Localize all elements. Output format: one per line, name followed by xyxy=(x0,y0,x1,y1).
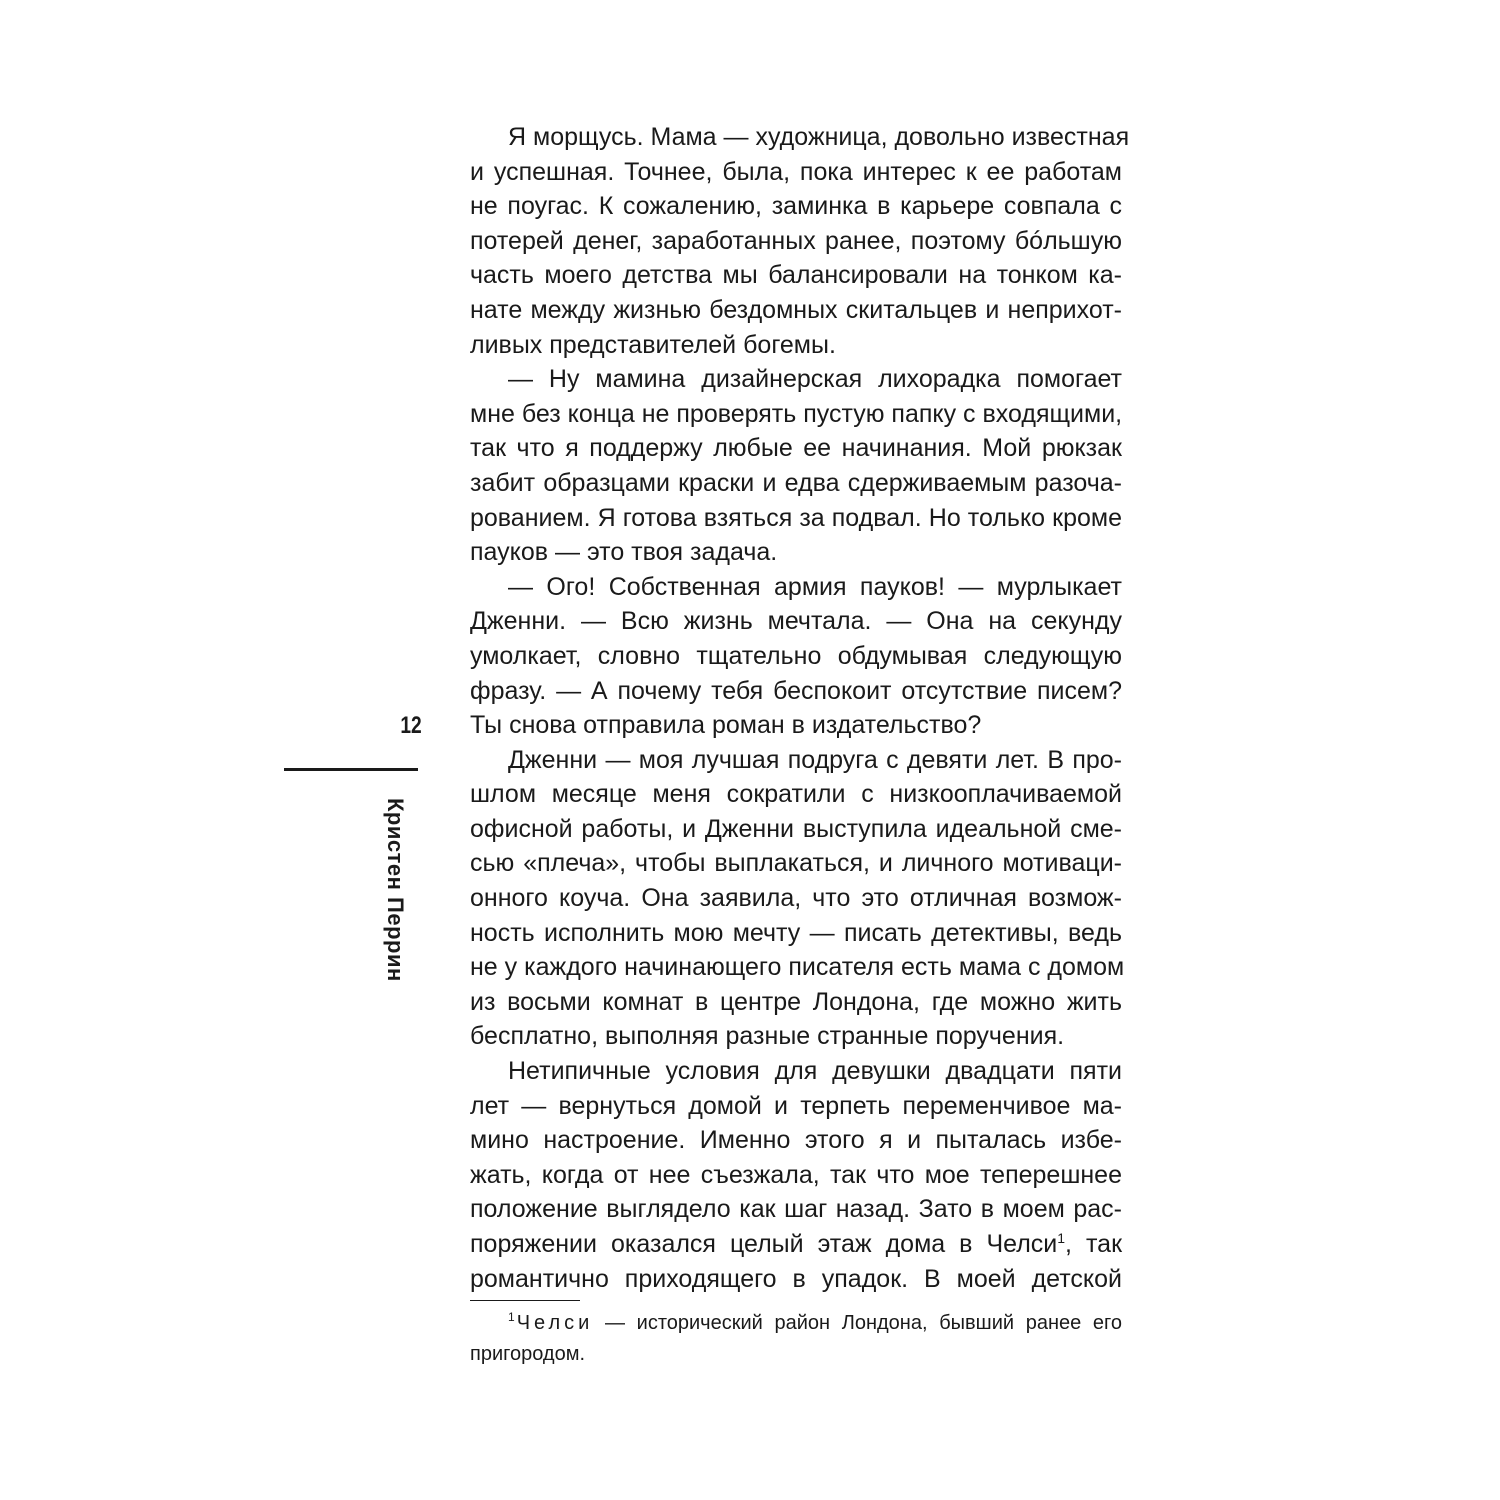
text-line: шлом месяце меня сократили с низкооплачиваемой xyxy=(470,780,1122,809)
text-line: — Ну мамина дизайнерская лихорадка помогает xyxy=(508,365,1122,394)
text-line: пауков — это твоя задача. xyxy=(470,538,778,567)
footnote-text: — исторический район Лондона, бывший ранее его xyxy=(593,1312,1122,1334)
text-line: не поугас. К сожалению, заминка в карьере совпала с xyxy=(470,192,1122,221)
text-line: жать, когда от нее съезжала, так что мое теперешнее xyxy=(470,1160,1122,1189)
text-line: забит образцами краски и едва сдерживаемым разоча- xyxy=(470,468,1122,497)
text-line: мне без конца не проверять пустую папку с входящими, xyxy=(470,399,1123,428)
text-line: мино настроение. Именно этого я и пыталась избе- xyxy=(470,1126,1122,1155)
text-line: Дженни — моя лучшая подруга с девяти лет. В про- xyxy=(508,745,1122,774)
side-divider-rule xyxy=(284,768,418,771)
text-line: Нетипичные условия для девушки двадцати пяти xyxy=(508,1057,1122,1086)
text-line: потерей денег, заработанных ранее, поэтому бóльшую xyxy=(470,226,1122,255)
text-line: ность исполнить мою мечту — писать детективы, ведь xyxy=(470,918,1122,947)
footnote-line xyxy=(470,1308,1122,1339)
text-line: так что я поддержу любые ее начинания. Мой рюкзак xyxy=(470,434,1122,463)
text-line: нате между жизнью бездомных скитальцев и неприхот- xyxy=(470,295,1122,324)
text-line: фразу. — А почему тебя беспокоит отсутствие писем? xyxy=(470,676,1122,705)
text-line: не у каждого начинающего писателя есть мама с домом xyxy=(470,953,1125,982)
text-line: рованием. Я готова взяться за подвал. Но только кроме xyxy=(470,503,1122,532)
text-line: лет — вернуться домой и терпеть переменчивое ма- xyxy=(470,1091,1122,1120)
page-number: 12 xyxy=(400,712,422,739)
footnote-rule xyxy=(470,1300,580,1301)
footnote-term: Челси xyxy=(516,1312,594,1334)
text-segment: , так xyxy=(1065,1230,1123,1258)
text-line: Дженни. — Всю жизнь мечтала. — Она на секунду xyxy=(470,607,1122,636)
text-line: онного коуча. Она заявила, что это отличная возмож- xyxy=(470,884,1122,913)
footnote-marker: 1 xyxy=(508,1310,515,1324)
text-line: умолкает, словно тщательно обдумывая следующую xyxy=(470,641,1122,670)
text-line: романтично приходящего в упадок. В моей детской xyxy=(470,1264,1122,1293)
text-line: часть моего детства мы балансировали на тонком ка- xyxy=(470,261,1122,290)
footnote-reference: 1 xyxy=(1057,1230,1066,1246)
footnote-line: пригородом. xyxy=(470,1343,586,1365)
body-text xyxy=(470,120,1130,1296)
text-line: бесплатно, выполняя разные странные поручения. xyxy=(470,1022,1065,1051)
text-line: Я морщусь. Мама — художница, довольно известная xyxy=(508,123,1130,151)
text-line: положение выглядело как шаг назад. Зато в моем рас- xyxy=(470,1195,1122,1224)
text-line: сью «плеча», чтобы выплакаться, и личного мотиваци- xyxy=(470,849,1122,878)
text-line: — Ого! Собственная армия пауков! — мурлыкает xyxy=(508,572,1122,601)
text-line xyxy=(470,1227,1122,1262)
text-line: и успешная. Точнее, была, пока интерес к ее работам xyxy=(470,157,1122,186)
text-segment: поряжении оказался целый этаж дома в Челси xyxy=(470,1230,1058,1258)
footnote xyxy=(470,1308,1122,1370)
text-line: офисной работы, и Дженни выступила идеальной сме- xyxy=(470,814,1122,843)
text-line: ливых представителей богемы. xyxy=(470,330,836,359)
text-line: Ты снова отправила роман в издательство? xyxy=(470,711,982,740)
text-line: из восьми комнат в центре Лондона, где можно жить xyxy=(470,987,1122,1016)
running-head-author: Кристен Перрин xyxy=(383,798,408,982)
